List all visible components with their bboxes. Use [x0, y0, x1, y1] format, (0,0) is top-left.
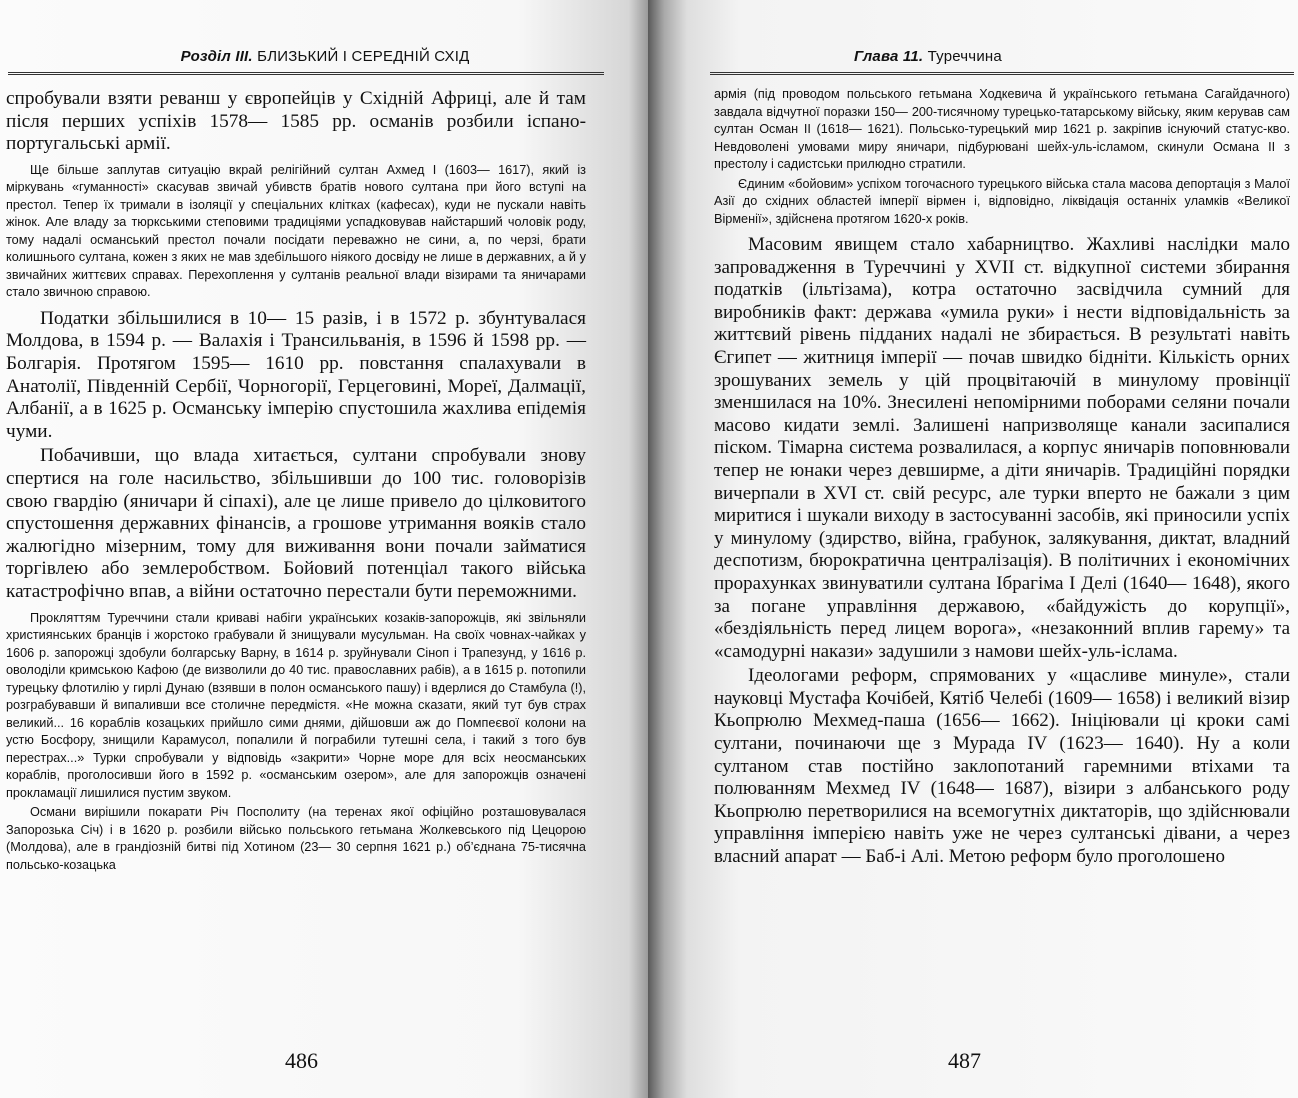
body-paragraph: Побачивши, що влада хитається, султани спробували знову спертися на голе насильство, збільшивши до 100 тис. головорізів свою гвардію (яничари й сіпахі), але це лише привело до цілковитого спустошення державних фінансів, а грошове утримання вояків стало жалюгідно мізерним, тому для виживання вони почали займатися торгівлею або землеробством. Бойовий потенціал такого війська катастрофічно впав, а війни остаточно перестали бути переможними.	[6, 445, 586, 602]
small-print-paragraph: армія (під проводом польського гетьмана Ходкевича й українського гетьмана Сагайдачного) завдала відчутної поразки 150— 200-тисячному турецько-татарському війську, яким керував сам султан Осман II (1618— 1621). Польсько-турецький мир 1621 р. закріпив існуючий статус-кво. Невдоволені умовами миру яничари, підбурювані шейх-уль-іcламом, скинули Османа II з престолу і садистськи прилюдно стратили.	[714, 87, 1290, 171]
chapter-title: Туреччина	[927, 48, 1002, 65]
page-number: 486	[285, 1048, 318, 1073]
section-label: Розділ III.	[180, 48, 253, 65]
small-print-paragraph: Ще більше заплутав ситуацію вкрай релігійний султан Ахмед І (1603— 1617), який із міркувань «гуманності» скасував звичай убивств братів нового султана при його вступі на престол. Тепер їх тримали в ізоляції у спеціальних клітках (кафесах), куди не пускали навіть жінок. Але владу за тюркськими степовими традиціями успадковував найстарший чоловік роду, тому надалі османський престол почали посідати переважно не сини, а, по черзі, брати колишнього султана, кожен з яких не мав здебільшого ніякого досвіду не лише в державних, а й у звичайних життєвих справах. Перехоплення у султанів реальної влади візирами та яничарами стало звичною справою.	[6, 162, 586, 300]
page-number: 487	[948, 1048, 981, 1073]
header-rule	[710, 72, 1294, 75]
small-print-paragraph: Османи вирішили покарати Річ Посполиту (на теренах якої офіційно розташовувалася Запорозька Січ) і в 1620 р. розбили військо польського гетьмана Жолкевського під Цецорою (Молдова), але в грандіозній битві під Хотином (23— 30 серпня 1621 р.) об’єднана 75-тисячна польсько-козацька	[6, 805, 586, 872]
body-paragraph: Ідеологами реформ, спрямованих у «щасливе минуле», стали науковці Мустафа Кочібей, Кятіб Челебі (1609— 1658) і великий візир Кьопрюлю Мехмед-паша (1656— 1662). Ініціювали ці кроки самі султани, починаючи ще з Мурада IV (1623— 1640). Ну а коли султаном став постійно заклопотаний гаремними втіхами та полюванням Мехмед IV (1648— 1687), візири з албанського роду Кьопрюлю перетворилися на всемогутніх диктаторів, що здійснювали управління імперією навіть уже не через султанські дівани, а через власний апарат — Баб-і Алі. Метою реформ було проголошено	[714, 665, 1290, 868]
small-print-paragraph: Єдиним «бойовим» успіхом тогочасного турецького війська стала масова депортація з Малої Азії до східних областей імперії вірмен і, відповідно, ліквідація останніх уламків «Великої Вірменії», здійснена протягом 1620-х років.	[714, 176, 1290, 226]
left-page	[0, 0, 648, 1098]
right-text-block	[714, 86, 1290, 869]
chapter-label: Глава 11.	[854, 48, 924, 65]
left-text-block	[6, 88, 586, 874]
section-title: БЛИЗЬКИЙ І СЕРЕДНІЙ СХІД	[257, 48, 470, 65]
running-head	[648, 48, 1148, 70]
body-paragraph: Масовим явищем стало хабарництво. Жахливі наслідки мало запровадження в Туреччині у XVII ст. відкупної системи збирання податків (ільтізама), котра остаточно засвідчила сумний для виробників факт: держава «умила руки» і нести відповідальність за життєвий рівень підданих надалі не збирається. В результаті навіть Єгипет — житниця імперії — почав швидко бідніти. Кількість орних зрошуваних земель у цій процвітаючій в минулому провінції зменшилася на 10%. Знесилені непомірними поборами селяни почали масово кидати землі. Залишені напризволяще канали засипалися піском. Тімарна система розвалилася, а корпус яничарів поповнювали тепер не юнаки через девширме, а діти яничарів. Традиційні порядки вичерпали в XVI ст. свій ресурс, але турки вперто не бажали з цим миритися і шукали виходу в застосуванні засобів, які приносили успіх у минулому (здирство, війна, грабунок, залякування, диктат, владний деспотизм, бюрократична централізація). В політичних і економічних прорахунках звинуватили султана Ібрагіма І Делі (1640— 1648), якого за погане управління державою, «байдужість до корупції», «бездіяльність перед лицем ворога», «незаконний вплив гарему» та «самодурні накази» задушили з намови шейх-уль-іcлама.	[714, 234, 1290, 662]
small-print-paragraph: Прокляттям Туреччини стали криваві набіги українських козаків-запорожців, які звільняли християнських бранців і жорстоко грабували й знищували мусульман. На своїх човнах-чайках у 1606 р. запорожці здобули болгарську Варну, в 1614 р. зруйнували Сіноп і Трапезунд, у 1616 р. оволоділи кримською Кафою (де визволили до 40 тис. православних рабів), а в 1615 р. потопили турецьку флотилію у гирлі Дунаю (взявши в полон османського пашу) і вдерлися до Стамбула (!), розграбувавши й випаливши все столичне передмістя. «Не можна сказати, який тут був страх великий... 16 кораблів козацьких прийшло сими днями, дійшовши аж до Помпеєвої колони на устю Босфору, знищили Карамусол, попалили й пограбили тутешні села, і такий з того був перестрах...» Турки спробували у відповідь «закрити» Чорне море для всіх неосманських кораблів, проголосивши його в 1592 р. «османським озером», але для запорожців означені прокламації лишилися пустим звуком.	[6, 610, 586, 800]
header-rule	[8, 72, 604, 75]
body-paragraph: спробували взяти реванш у європейців у Східній Африці, але й там після перших успіхів 1578— 1585 рр. османів розбили іспано-португальські армії.	[6, 88, 586, 155]
body-paragraph: Податки збільшилися в 10— 15 разів, і в 1572 р. збунтувалася Молдова, в 1594 р. — Валахія і Трансильванія, в 1596 й 1598 рр. — Болгарія. Протягом 1595— 1610 рр. повстання спалахували в Анатолії, Південній Сербії, Чорногорії, Герцеговині, Мореї, Далмації, Албанії, а в 1625 р. Османську імперію спустошила жахлива епідемія чуми.	[6, 307, 586, 442]
right-page	[648, 0, 1298, 1098]
running-head	[0, 48, 610, 70]
